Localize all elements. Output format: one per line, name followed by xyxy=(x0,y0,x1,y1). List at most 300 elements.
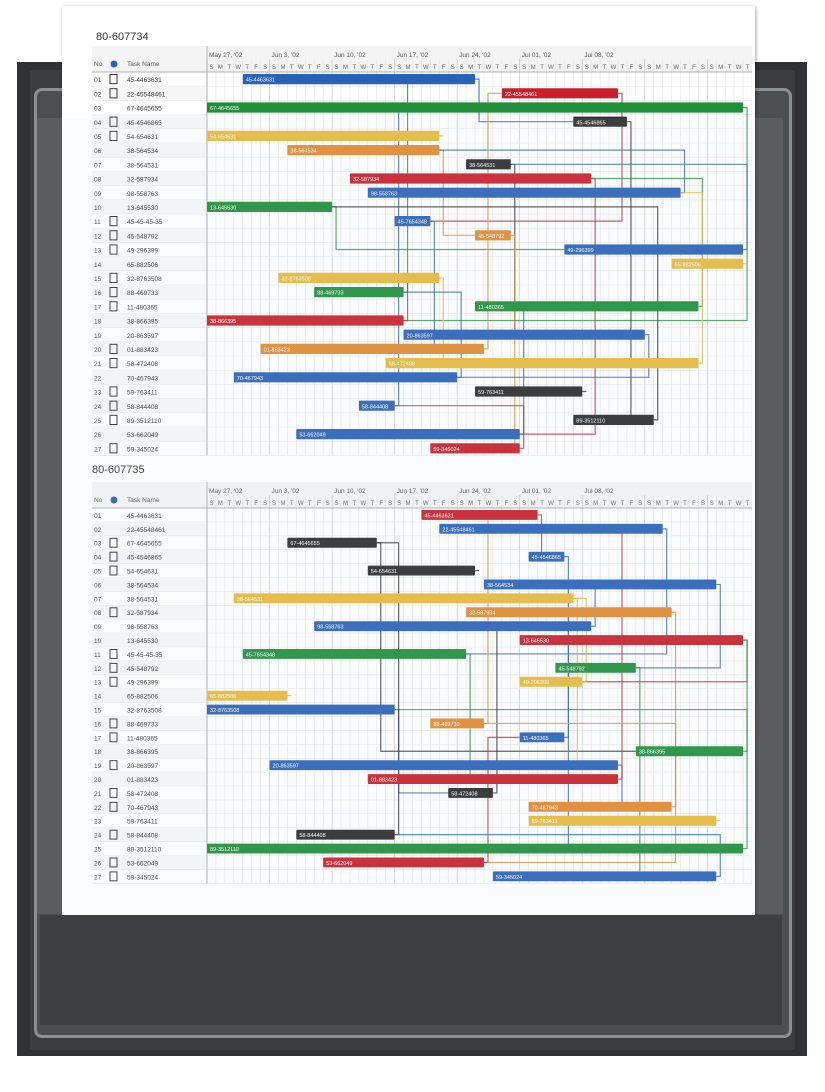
header-band xyxy=(92,46,752,72)
weekday-label: T xyxy=(227,501,232,507)
task-bar-label: 49-296399 xyxy=(522,680,550,687)
date-label: Jul 01, '02 xyxy=(521,52,552,59)
row-number: 11 xyxy=(94,219,101,227)
task-bar-label: 45-548792 xyxy=(558,666,585,673)
task-name: 53-662049 xyxy=(127,432,159,440)
task-bar xyxy=(296,429,519,439)
weekday-label: T xyxy=(745,65,750,71)
task-name: 65-882506 xyxy=(127,261,159,269)
weekday-label: M xyxy=(280,501,286,507)
weekday-label: T xyxy=(665,501,669,507)
task-bar xyxy=(404,330,645,340)
task-bar-label: 38-564534 xyxy=(486,582,514,589)
task-name: 58-844408 xyxy=(127,403,159,411)
task-bar-label: 53-662049 xyxy=(299,432,326,439)
task-bar xyxy=(466,607,671,617)
task-bar-label: 32-587934 xyxy=(352,177,380,184)
weekday-label: T xyxy=(432,501,437,507)
task-bar-label: 22-45548461 xyxy=(504,91,538,98)
weekday-label: T xyxy=(477,65,482,71)
task-bar xyxy=(314,621,591,631)
task-bar-label: 89-3512110 xyxy=(210,847,239,853)
task-name: 45-45-45-35 xyxy=(127,651,163,659)
task-name: 38-564531 xyxy=(127,162,159,170)
row-number: 09 xyxy=(94,190,102,198)
weekday-label: S xyxy=(272,65,277,71)
weekday-label: F xyxy=(316,65,321,71)
task-name: 59-345024 xyxy=(127,874,159,882)
row-number: 02 xyxy=(94,91,102,99)
gantt-chart-1 xyxy=(92,46,752,456)
header-no: No xyxy=(94,497,103,504)
weekday-label: W xyxy=(610,501,617,507)
task-name: 45-4546865 xyxy=(127,554,162,562)
weekday-label: T xyxy=(415,501,419,507)
weekday-label: F xyxy=(254,501,258,507)
weekday-label: T xyxy=(727,65,732,71)
weekday-label: F xyxy=(629,65,634,71)
weekday-label: F xyxy=(504,65,509,71)
weekday-label: T xyxy=(432,65,437,71)
task-name: 89-3512110 xyxy=(127,846,162,854)
task-bar xyxy=(207,102,743,112)
task-note-icon xyxy=(110,538,117,547)
weekday-label: S xyxy=(388,65,393,71)
task-name: 65-882506 xyxy=(127,693,159,701)
row-number: 05 xyxy=(94,134,102,141)
task-bar-label: 54-654631 xyxy=(370,569,398,575)
weekday-label: W xyxy=(423,65,429,71)
task-name: 32-8763508 xyxy=(127,276,162,283)
weekday-label: F xyxy=(567,65,571,71)
weekday-label: S xyxy=(647,65,652,71)
date-label: Jul 08, '02 xyxy=(584,488,614,495)
weekday-label: T xyxy=(370,65,375,71)
row-number: 23 xyxy=(94,818,102,826)
weekday-label: S xyxy=(397,501,402,507)
task-bar-label: 65-882506 xyxy=(674,262,701,269)
weekday-label: W xyxy=(297,501,304,507)
row-number: 23 xyxy=(94,389,102,397)
task-name: 22-45548461 xyxy=(127,526,166,534)
row-number: 24 xyxy=(94,832,102,840)
task-name: 59-763411 xyxy=(127,389,158,397)
task-name: 67-4645655 xyxy=(127,540,162,548)
date-label: Jul 08, '02 xyxy=(584,52,614,59)
task-bar-label: 98-558763 xyxy=(370,191,398,198)
task-bar xyxy=(207,844,743,854)
task-bar-label: 32-8763508 xyxy=(281,276,311,283)
weekday-label: M xyxy=(468,65,474,71)
weekday-label: T xyxy=(290,65,294,71)
row-number: 21 xyxy=(94,361,102,369)
weekday-label: S xyxy=(450,65,455,71)
task-bar-label: 70-467943 xyxy=(531,805,558,812)
weekday-label: M xyxy=(655,65,661,71)
row-number: 22 xyxy=(94,804,102,812)
weekday-label: S xyxy=(647,501,652,507)
weekday-label: M xyxy=(655,501,661,507)
row-number: 25 xyxy=(94,418,102,425)
weekday-label: S xyxy=(513,501,518,507)
row-number: 12 xyxy=(94,665,102,673)
weekday-label: M xyxy=(593,65,599,71)
weekday-label: T xyxy=(227,65,232,71)
weekday-label: T xyxy=(245,501,250,507)
task-name: 38-564534 xyxy=(127,582,159,590)
row-number: 18 xyxy=(94,749,102,757)
task-bar xyxy=(207,315,404,325)
task-note-icon xyxy=(110,650,117,659)
weekday-label: S xyxy=(638,501,643,507)
task-note-icon xyxy=(110,245,117,254)
weekday-label: S xyxy=(325,65,330,71)
weekday-label: F xyxy=(316,501,321,507)
task-bar-label: 01-883423 xyxy=(263,347,290,354)
weekday-label: S xyxy=(459,501,464,507)
task-note-icon xyxy=(110,566,117,575)
header-no: No xyxy=(94,61,103,68)
task-bar-label: 11-480365 xyxy=(522,735,549,742)
task-name: 70-467943 xyxy=(127,804,159,812)
row-number: 05 xyxy=(94,568,102,576)
task-name: 01-883423 xyxy=(127,777,159,784)
weekday-label: S xyxy=(522,501,527,507)
date-label: May 27, '02 xyxy=(209,52,243,59)
task-name: 58-472408 xyxy=(127,790,159,798)
task-note-icon xyxy=(110,75,117,84)
date-label: May 27, '02 xyxy=(209,488,243,495)
date-label: Jun 10, '02 xyxy=(334,52,366,59)
task-bar-label: 45-4463631 xyxy=(424,513,454,520)
weekday-label: T xyxy=(307,501,312,507)
weekday-label: W xyxy=(610,65,617,71)
task-bar-label: 59-763411 xyxy=(478,390,504,397)
weekday-label: S xyxy=(522,65,527,71)
weekday-label: M xyxy=(530,65,536,71)
row-number: 02 xyxy=(94,526,102,534)
weekday-label: M xyxy=(217,501,223,507)
task-bar xyxy=(386,358,699,368)
task-bar xyxy=(243,74,475,84)
task-note-icon xyxy=(110,415,117,424)
header-band xyxy=(92,482,752,508)
weekday-label: W xyxy=(235,65,242,71)
task-bar xyxy=(243,649,466,659)
weekday-label: S xyxy=(575,65,580,71)
task-bar xyxy=(350,173,591,183)
task-name: 11-480365 xyxy=(127,304,158,312)
weekday-label: F xyxy=(629,501,634,507)
row-number: 27 xyxy=(94,446,102,454)
weekday-label: T xyxy=(495,65,500,71)
task-bar-label: 58-844408 xyxy=(299,833,326,840)
task-name: 11-480365 xyxy=(127,735,158,743)
task-bar-label: 59-345024 xyxy=(433,446,460,453)
task-name: 70-467943 xyxy=(127,375,159,383)
task-bar-label: 20-863597 xyxy=(406,333,433,340)
task-name: 38-564531 xyxy=(127,596,159,604)
row-number: 06 xyxy=(94,582,102,590)
task-bar-label: 11-480365 xyxy=(478,304,504,311)
weekday-label: S xyxy=(325,501,330,507)
row-number: 10 xyxy=(94,205,102,212)
weekday-label: S xyxy=(700,65,705,71)
gantt-sheet xyxy=(62,6,755,915)
row-number: 17 xyxy=(94,304,102,312)
weekday-label: M xyxy=(405,501,411,507)
weekday-label: S xyxy=(584,65,589,71)
weekday-label: W xyxy=(485,65,492,71)
weekday-label: T xyxy=(540,65,544,71)
chart-title-2: 80-607735 xyxy=(92,464,145,476)
task-name: 98-558763 xyxy=(127,624,159,632)
task-bar-label: 20-863597 xyxy=(272,763,299,770)
task-bar-label: 13-645530 xyxy=(522,638,550,645)
row-number: 26 xyxy=(94,432,102,440)
task-note-icon xyxy=(110,789,117,798)
row-number: 16 xyxy=(94,290,102,298)
weekday-label: T xyxy=(352,501,357,507)
task-bar-label: 98-558763 xyxy=(317,624,344,631)
date-label: Jul 01, '02 xyxy=(521,488,552,495)
weekday-label: S xyxy=(709,501,714,507)
row-number: 21 xyxy=(94,790,102,798)
task-bar-label: 13-645530 xyxy=(210,205,237,212)
task-name: 88-469733 xyxy=(127,721,159,729)
task-bar-label: 49-296399 xyxy=(567,248,594,255)
row-number: 04 xyxy=(94,119,102,127)
weekday-label: F xyxy=(567,501,571,507)
task-name: 49-296399 xyxy=(127,679,159,687)
task-bar-label: 58-472408 xyxy=(388,361,416,368)
row-number: 26 xyxy=(94,860,102,868)
task-bar-label: 59-763411 xyxy=(531,819,558,826)
weekday-label: T xyxy=(558,65,562,71)
row-number: 07 xyxy=(94,162,102,170)
row-number: 17 xyxy=(94,735,102,743)
task-name: 32-587934 xyxy=(127,610,159,618)
weekday-label: S xyxy=(700,501,705,507)
task-bar-label: 32-587934 xyxy=(469,610,496,617)
date-label: Jun 3, '02 xyxy=(271,488,300,495)
task-bar-label: 53-662049 xyxy=(326,860,353,867)
date-label: Jun 17, '02 xyxy=(396,52,429,59)
weekday-label: F xyxy=(379,65,384,71)
task-bar-label: 45-4463631 xyxy=(245,77,276,84)
weekday-label: T xyxy=(620,501,625,507)
weekday-label: T xyxy=(683,501,687,507)
weekday-label: T xyxy=(352,65,357,71)
task-note-icon xyxy=(110,273,117,282)
chart-title-1: 80-607734 xyxy=(96,31,149,43)
task-bar-label: 58-844408 xyxy=(361,404,389,411)
weekday-label: S xyxy=(272,501,277,507)
task-name: 13-645530 xyxy=(127,638,159,645)
task-bar-label: 89-3512110 xyxy=(576,418,606,425)
task-bar-label: 38-564531 xyxy=(236,596,264,603)
header-task-name: Task Name xyxy=(127,61,160,68)
weekday-label: W xyxy=(548,65,554,71)
weekday-label: T xyxy=(665,65,669,71)
task-bar xyxy=(493,871,716,881)
task-bar xyxy=(234,372,457,382)
row-number: 15 xyxy=(94,707,102,715)
task-bar-label: 45-4546865 xyxy=(576,120,606,127)
task-note-icon xyxy=(110,359,117,368)
task-bar xyxy=(368,774,618,784)
task-bar xyxy=(270,760,618,770)
row-number: 03 xyxy=(94,105,102,113)
date-label: Jun 17, '02 xyxy=(396,488,429,495)
row-number: 20 xyxy=(94,777,102,784)
task-name: 20-863597 xyxy=(127,332,159,340)
date-label: Jun 3, '02 xyxy=(271,52,300,59)
row-number: 22 xyxy=(94,375,102,383)
task-name: 59-345024 xyxy=(127,446,159,454)
task-name: 45-4546865 xyxy=(127,119,162,127)
task-name: 88-469733 xyxy=(127,290,159,298)
weekday-label: S xyxy=(638,65,643,71)
gantt-chart-2 xyxy=(92,482,752,884)
weekday-label: T xyxy=(415,65,419,71)
task-note-icon xyxy=(110,677,117,686)
weekday-label: W xyxy=(423,501,429,507)
weekday-label: F xyxy=(254,65,258,71)
weekday-label: S xyxy=(397,65,402,71)
date-label: Jun 10, '02 xyxy=(334,488,366,495)
weekday-label: S xyxy=(584,501,589,507)
task-bar xyxy=(484,580,716,590)
weekday-label: W xyxy=(297,65,304,71)
weekday-label: W xyxy=(485,501,492,507)
header-task-name: Task Name xyxy=(127,497,160,504)
task-note-icon xyxy=(110,761,117,770)
weekday-label: T xyxy=(290,501,294,507)
task-bar-label: 54-654631 xyxy=(210,134,237,141)
task-bar-label: 38-564534 xyxy=(290,148,317,155)
task-bar-label: 88-469733 xyxy=(433,721,460,728)
task-bar-label: 45-548792 xyxy=(478,233,505,240)
weekday-label: T xyxy=(602,501,607,507)
task-note-icon xyxy=(110,302,117,311)
row-number: 10 xyxy=(94,638,102,645)
weekday-label: F xyxy=(441,501,446,507)
task-name: 20-863597 xyxy=(127,763,159,771)
task-bar-label: 65-882506 xyxy=(210,694,237,701)
task-name: 54-654631 xyxy=(127,134,159,141)
weekday-label: M xyxy=(718,501,724,507)
weekday-label: M xyxy=(342,501,348,507)
row-number: 14 xyxy=(94,693,102,701)
task-bar xyxy=(368,188,681,198)
task-bar xyxy=(475,301,698,311)
date-label: Jun 24, '02 xyxy=(459,488,491,495)
weekday-label: T xyxy=(540,501,544,507)
weekday-label: S xyxy=(575,501,580,507)
task-name: 98-558763 xyxy=(127,190,159,198)
task-bar-label: 32-8763508 xyxy=(210,708,240,714)
weekday-label: T xyxy=(245,65,250,71)
date-label: Jun 24, '02 xyxy=(459,52,491,59)
weekday-label: T xyxy=(683,65,687,71)
task-name: 38-564534 xyxy=(127,148,159,156)
weekday-label: S xyxy=(450,501,455,507)
task-bar-label: 38-564531 xyxy=(469,162,496,169)
task-note-icon xyxy=(110,387,117,396)
weekday-label: S xyxy=(263,65,268,71)
task-name: 89-3512110 xyxy=(127,418,162,425)
task-bar xyxy=(261,344,484,354)
task-bar-label: 22-45548461 xyxy=(442,527,475,534)
weekday-label: M xyxy=(217,65,223,71)
row-number: 04 xyxy=(94,554,102,562)
weekday-label: M xyxy=(405,65,411,71)
row-number: 01 xyxy=(94,512,102,520)
weekday-label: M xyxy=(468,501,474,507)
row-number: 13 xyxy=(94,679,102,687)
task-bar-label: 38-866395 xyxy=(210,319,237,326)
weekday-label: T xyxy=(727,501,732,507)
weekday-label: F xyxy=(379,501,384,507)
task-note-icon xyxy=(110,217,117,226)
task-bar-label: 45-4546865 xyxy=(531,555,562,562)
weekday-label: F xyxy=(692,501,696,507)
task-name: 45-4463631 xyxy=(127,77,162,85)
weekday-label: T xyxy=(477,501,482,507)
row-number: 16 xyxy=(94,721,102,729)
task-bar-label: 70-467943 xyxy=(236,375,264,382)
weekday-label: S xyxy=(709,65,714,71)
task-name: 01-883423 xyxy=(127,347,159,354)
weekday-label: W xyxy=(673,65,679,71)
weekday-label: F xyxy=(441,65,446,71)
weekday-label: M xyxy=(530,501,536,507)
weekday-label: W xyxy=(360,65,367,71)
pocket-bottom xyxy=(40,915,782,1025)
row-number: 11 xyxy=(94,651,101,659)
weekday-label: M xyxy=(342,65,348,71)
task-bar-label: 88-469733 xyxy=(317,290,344,297)
weekday-label: W xyxy=(360,501,367,507)
task-name: 45-45-45-35 xyxy=(127,219,163,227)
row-number: 20 xyxy=(94,347,102,354)
weekday-label: T xyxy=(370,501,375,507)
weekday-label: T xyxy=(745,501,750,507)
task-name: 38-866395 xyxy=(127,749,159,757)
row-number: 25 xyxy=(94,846,102,854)
task-name: 45-4463631 xyxy=(127,512,162,520)
task-note-icon xyxy=(110,733,117,742)
task-bar-label: 38-866395 xyxy=(638,749,666,756)
weekday-label: T xyxy=(307,65,312,71)
weekday-label: T xyxy=(495,501,500,507)
task-name: 45-548792 xyxy=(127,665,159,673)
task-bar-label: 01-883423 xyxy=(370,777,398,784)
weekday-label: M xyxy=(280,65,286,71)
row-number: 24 xyxy=(94,403,102,411)
task-name: 53-662049 xyxy=(127,860,159,868)
task-name: 59-763411 xyxy=(127,818,158,826)
row-number: 19 xyxy=(94,763,102,771)
row-number: 06 xyxy=(94,148,102,156)
weekday-label: F xyxy=(504,501,509,507)
row-number: 07 xyxy=(94,596,102,604)
task-name: 67-4645655 xyxy=(127,105,162,113)
weekday-label: M xyxy=(718,65,724,71)
weekday-label: W xyxy=(735,65,742,71)
row-number: 18 xyxy=(94,318,102,326)
